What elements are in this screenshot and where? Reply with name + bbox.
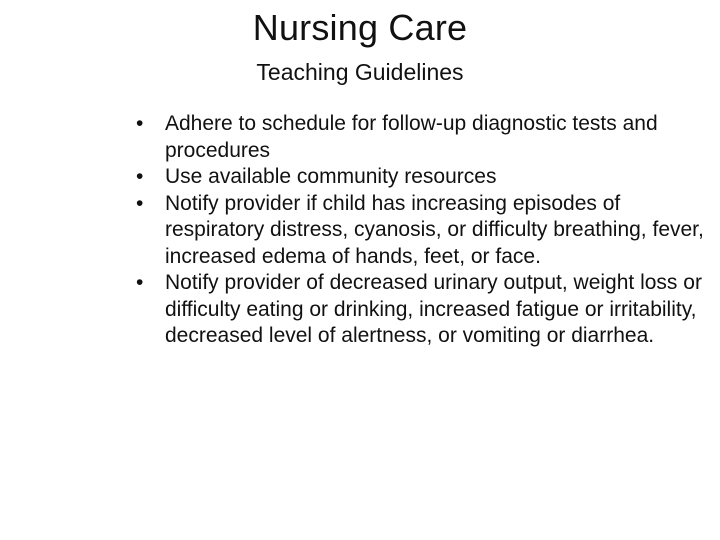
bullet-list bbox=[136, 111, 714, 350]
bullet-item bbox=[136, 270, 714, 350]
bullet-text: Use available community resources bbox=[165, 165, 497, 188]
bullet-text: Adhere to schedule for follow-up diagnostic tests and procedures bbox=[165, 112, 658, 162]
bullet-item bbox=[136, 111, 714, 164]
bullet-item bbox=[136, 191, 714, 271]
bullet-icon: • bbox=[136, 271, 144, 294]
bullet-text: Notify provider if child has increasing episodes of respiratory distress, cyanosis, or difficulty breathing, fever, increased edema of hands, feet, or face. bbox=[165, 191, 704, 268]
slide-subtitle: Teaching Guidelines bbox=[256, 59, 464, 85]
bullet-icon: • bbox=[136, 165, 144, 188]
bullet-icon: • bbox=[136, 191, 144, 215]
bullet-text: Notify provider of decreased urinary output, weight loss or difficulty eating or drinking, increased fatigue or irritability, decreased level of alertness, or vomiting or diarrhea. bbox=[165, 271, 702, 347]
bullet-icon: • bbox=[136, 112, 144, 135]
slide-title: Nursing Care bbox=[252, 7, 468, 48]
bullet-item bbox=[136, 164, 714, 191]
